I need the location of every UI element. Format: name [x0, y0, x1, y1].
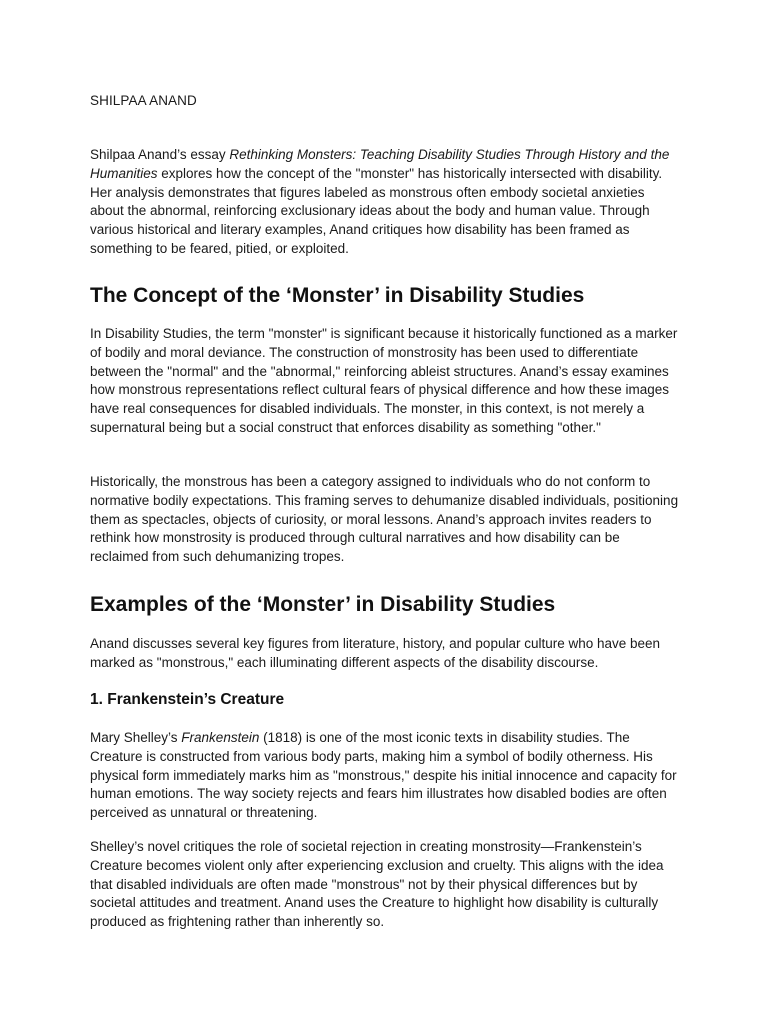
frankenstein-text-after: (1818) is one of the most iconic texts in disability studies. The Creature is constructed from various body parts, making him a symbol of bodily otherness. His physical form immediately marks him as "monstrous," despite his initial innocence and capacity for human emotions. The way society rejects and fears him illustrates how disabled bodies are often perceived as unnatural or threatening. [90, 730, 677, 821]
section-heading-concept: The Concept of the ‘Monster’ in Disability Studies [90, 284, 585, 307]
essay-title: Rethinking Monsters: Teaching Disability Studies Through History and the Humanities [90, 147, 670, 181]
intro-paragraph [90, 146, 682, 259]
frankenstein-paragraph-2: Shelley’s novel critiques the role of societal rejection in creating monstrosity—Frankenstein’s Creature becomes violent only after experiencing exclusion and cruelty. This aligns with the idea that disabled individuals are often made "monstrous" not by their physical differences but by societal attitudes and treatment. Anand uses the Creature to highlight how disability is culturally produced as frightening rather than inherently so. [90, 839, 664, 930]
concept-paragraph-2: Historically, the monstrous has been a category assigned to individuals who do not conform to normative bodily expectations. This framing serves to dehumanize disabled individuals, positioning them as spectacles, objects of curiosity, or moral lessons. Anand’s approach invites readers to rethink how monstrosity is produced through cultural narratives and how disability can be reclaimed from such dehumanizing tropes. [90, 474, 679, 565]
subheading-frankenstein: 1. Frankenstein’s Creature [90, 691, 285, 708]
frankenstein-text-before: Mary Shelley’s [90, 730, 182, 745]
examples-intro-paragraph: Anand discusses several key figures from literature, history, and popular culture who have been marked as "monstrous," each illuminating different aspects of the disability discourse. [90, 636, 661, 670]
section-heading-examples: Examples of the ‘Monster’ in Disability Studies [90, 593, 556, 616]
intro-text-after: explores how the concept of the "monster" has historically intersected with disability. Her analysis demonstrates that figures labeled as monstrous often embody societal anxieties about the abnormal, reinforcing exclusionary ideas about the body and human value. Through various historical and literary examples, Anand critiques how disability has been framed as something to be feared, pitied, or exploited. [90, 165, 663, 256]
author-name: SHILPAA ANAND [90, 93, 197, 108]
frankenstein-book-title: Frankenstein [181, 730, 260, 745]
frankenstein-paragraph-1 [90, 729, 682, 823]
concept-paragraph-1: In Disability Studies, the term "monster" is significant because it historically functioned as a marker of bodily and moral deviance. The construction of monstrosity has been used to differentiate between the "normal" and the "abnormal," reinforcing ableist structures. Anand’s essay examines how monstrous representations reflect cultural fears of physical difference and how these images have real consequences for disabled individuals. The monster, in this context, is not merely a supernatural being but a social construct that enforces disability as something "other." [90, 326, 678, 435]
intro-text-before: Shilpaa Anand’s essay [90, 147, 230, 162]
